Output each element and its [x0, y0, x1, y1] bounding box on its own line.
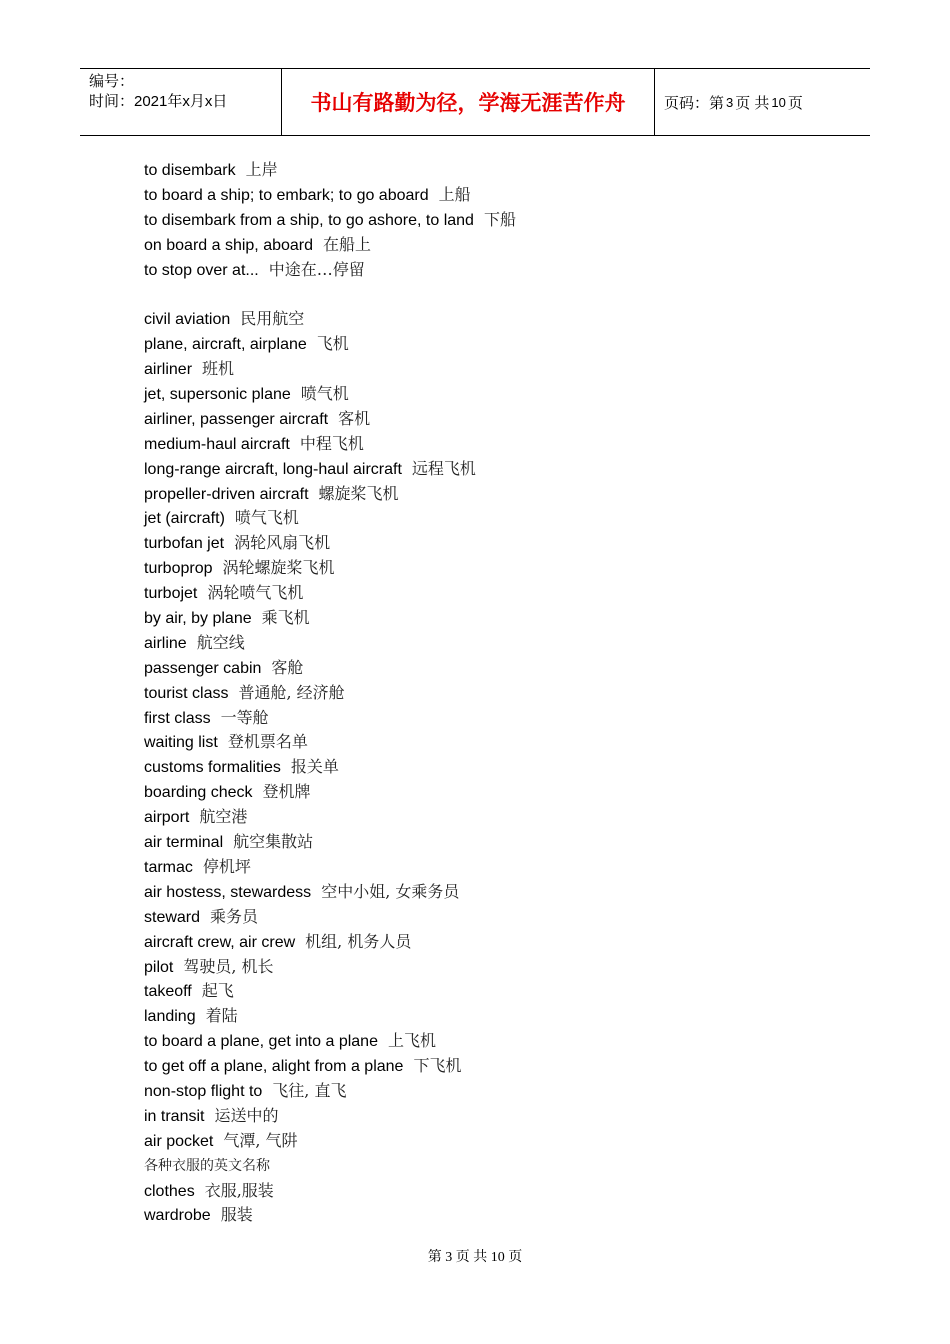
vocab-chinese: 航空港 [199, 807, 248, 827]
vocab-entry [144, 681, 844, 706]
vocab-english: to disembark [144, 162, 236, 179]
vocab-english: medium-haul aircraft [144, 435, 290, 453]
section-heading [144, 1154, 844, 1179]
vocab-english: takeoff [144, 983, 192, 1001]
vocab-entry [144, 183, 844, 208]
vocab-english: long-range aircraft, long-haul aircraft [144, 460, 402, 478]
vocab-chinese: 乘飞机 [261, 608, 310, 628]
vocab-chinese: 驾驶员, 机长 [183, 956, 274, 976]
vocab-chinese: 中途在…停留 [268, 259, 365, 279]
vocab-english: air terminal [144, 834, 224, 852]
footer-current: 3 [445, 1250, 453, 1265]
vocab-english: airline [144, 634, 187, 652]
vocab-chinese: 衣服,服装 [204, 1180, 274, 1200]
vocab-english: airliner [144, 361, 193, 379]
vocab-english: airport [144, 809, 190, 827]
vocab-entry [144, 656, 844, 681]
footer-pre: 第 [427, 1250, 442, 1265]
vocab-chinese: 远程飞机 [411, 458, 476, 478]
vocab-chinese: 民用航空 [240, 309, 305, 329]
vocab-english: jet (aircraft) [144, 510, 225, 528]
vocab-entry [144, 1054, 844, 1079]
vocab-entry [144, 432, 844, 457]
vocab-english: civil aviation [144, 311, 231, 329]
vocab-chinese: 停机坪 [202, 856, 251, 876]
vocab-entry [144, 1079, 844, 1104]
vocab-entry [144, 855, 844, 880]
page-label-pre: 页码：第 [664, 94, 725, 112]
vocab-english: on board a ship, aboard [144, 236, 314, 254]
page-total: 10 [771, 94, 786, 110]
vocab-entry [144, 905, 844, 930]
vocab-chinese: 涡轮螺旋桨飞机 [222, 558, 335, 578]
page-current: 3 [726, 94, 734, 110]
vocab-chinese: 上飞机 [387, 1031, 436, 1051]
vocab-english: to board a ship; to embark; to go aboard [144, 186, 429, 204]
vocab-entry [144, 332, 844, 357]
vocab-english: to get off a plane, alight from a plane [144, 1058, 404, 1076]
page-header [80, 68, 870, 136]
vocab-english: airliner, passenger aircraft [144, 410, 329, 428]
vocab-chinese: 中程飞机 [299, 433, 364, 453]
vocab-chinese: 登机票名单 [227, 732, 308, 752]
vocab-chinese: 喷气飞机 [234, 508, 299, 528]
vocab-english: clothes [144, 1182, 195, 1200]
vocab-english: air pocket [144, 1132, 214, 1150]
vocab-chinese: 航空线 [196, 632, 245, 652]
vocab-entry [144, 979, 844, 1004]
vocab-english: customs formalities [144, 759, 281, 777]
vocab-chinese: 运送中的 [214, 1105, 279, 1125]
vocab-english: propeller-driven aircraft [144, 485, 309, 503]
vocab-chinese: 涡轮风扇飞机 [234, 533, 331, 553]
doc-code-label: 编号： [89, 73, 135, 90]
vocab-chinese: 下船 [483, 209, 516, 229]
vocab-english: waiting list [144, 734, 218, 752]
vocab-english: non-stop flight to [144, 1082, 263, 1100]
page-label-post: 页 [787, 94, 803, 112]
section-heading-text: 各种衣服的英文名称 [144, 1157, 270, 1174]
vocabulary-list [144, 158, 844, 1228]
doc-date-label: 时间：2021年x月x日 [89, 93, 228, 110]
vocab-chinese: 喷气机 [300, 384, 349, 404]
vocab-entry [144, 1129, 844, 1154]
vocab-chinese: 登机牌 [262, 782, 311, 802]
vocab-entry [144, 482, 844, 507]
vocab-chinese: 服装 [220, 1205, 253, 1225]
vocab-entry [144, 930, 844, 955]
vocab-entry [144, 556, 844, 581]
vocab-english: landing [144, 1008, 196, 1026]
blank-line [144, 282, 844, 307]
vocab-entry [144, 706, 844, 731]
vocab-chinese: 气潭, 气阱 [223, 1130, 298, 1150]
vocab-chinese: 在船上 [323, 234, 372, 254]
vocab-entry [144, 631, 844, 656]
vocab-chinese: 客舱 [271, 657, 304, 677]
vocab-entry [144, 382, 844, 407]
vocab-chinese: 涡轮喷气飞机 [207, 583, 304, 603]
page-footer [0, 1246, 950, 1266]
vocab-chinese: 起飞 [201, 981, 234, 1001]
header-meta [80, 69, 281, 135]
vocab-entry [144, 307, 844, 332]
vocab-chinese: 乘务员 [210, 906, 259, 926]
vocab-chinese: 客机 [338, 408, 371, 428]
vocab-english: by air, by plane [144, 610, 252, 628]
header-motto: 书山有路勤为径，学海无涯苦作舟 [281, 69, 655, 135]
vocab-entry [144, 805, 844, 830]
vocab-entry [144, 1203, 844, 1228]
vocab-entry [144, 755, 844, 780]
vocab-chinese: 飞机 [316, 334, 349, 354]
vocab-chinese: 空中小姐, 女乘务员 [321, 881, 460, 901]
vocab-entry [144, 258, 844, 283]
vocab-english: to disembark from a ship, to go ashore, to land [144, 211, 474, 229]
vocab-english: plane, aircraft, airplane [144, 336, 307, 354]
vocab-english: steward [144, 908, 201, 926]
vocab-english: air hostess, stewardess [144, 883, 312, 901]
vocab-chinese: 飞往, 直飞 [272, 1080, 347, 1100]
vocab-english: pilot [144, 958, 174, 976]
vocab-chinese: 螺旋桨飞机 [318, 483, 399, 503]
vocab-english: tarmac [144, 858, 193, 876]
vocab-entry [144, 780, 844, 805]
header-page-number [655, 69, 870, 135]
vocab-english: first class [144, 709, 211, 727]
footer-post: 页 [508, 1250, 523, 1265]
footer-mid: 页 共 [455, 1250, 488, 1265]
vocab-chinese: 着陆 [205, 1006, 238, 1026]
vocab-english: passenger cabin [144, 659, 262, 677]
vocab-entry [144, 1004, 844, 1029]
vocab-english: aircraft crew, air crew [144, 933, 296, 951]
vocab-entry [144, 531, 844, 556]
vocab-chinese: 普通舱, 经济舱 [238, 682, 345, 702]
vocab-entry [144, 880, 844, 905]
vocab-english: to board a plane, get into a plane [144, 1033, 378, 1051]
vocab-entry [144, 208, 844, 233]
vocab-entry [144, 158, 844, 183]
vocab-entry [144, 1179, 844, 1204]
vocab-entry [144, 830, 844, 855]
vocab-entry [144, 407, 844, 432]
vocab-chinese: 机组, 机务人员 [305, 931, 412, 951]
vocab-chinese: 一等舱 [220, 707, 269, 727]
vocab-english: turbofan jet [144, 535, 225, 553]
vocab-entry [144, 357, 844, 382]
vocab-entry [144, 955, 844, 980]
vocab-chinese: 班机 [202, 359, 235, 379]
vocab-english: tourist class [144, 684, 229, 702]
vocab-entry [144, 581, 844, 606]
vocab-entry [144, 233, 844, 258]
vocab-english: wardrobe [144, 1207, 211, 1225]
vocab-chinese: 下飞机 [413, 1056, 462, 1076]
vocab-entry [144, 1029, 844, 1054]
vocab-english: to stop over at... [144, 261, 259, 279]
vocab-chinese: 上岸 [245, 160, 278, 179]
vocab-chinese: 报关单 [290, 757, 339, 777]
vocab-english: turboprop [144, 560, 213, 578]
vocab-english: jet, supersonic plane [144, 386, 291, 404]
vocab-chinese: 航空集散站 [233, 832, 314, 852]
vocab-entry [144, 1104, 844, 1129]
vocab-entry [144, 506, 844, 531]
page-label-mid: 页 共 [735, 94, 770, 112]
vocab-chinese: 上船 [438, 184, 471, 204]
vocab-entry [144, 606, 844, 631]
vocab-english: in transit [144, 1107, 205, 1125]
vocab-english: boarding check [144, 784, 253, 802]
vocab-english: turbojet [144, 585, 198, 603]
vocab-entry [144, 730, 844, 755]
footer-total: 10 [490, 1250, 505, 1265]
vocab-entry [144, 457, 844, 482]
